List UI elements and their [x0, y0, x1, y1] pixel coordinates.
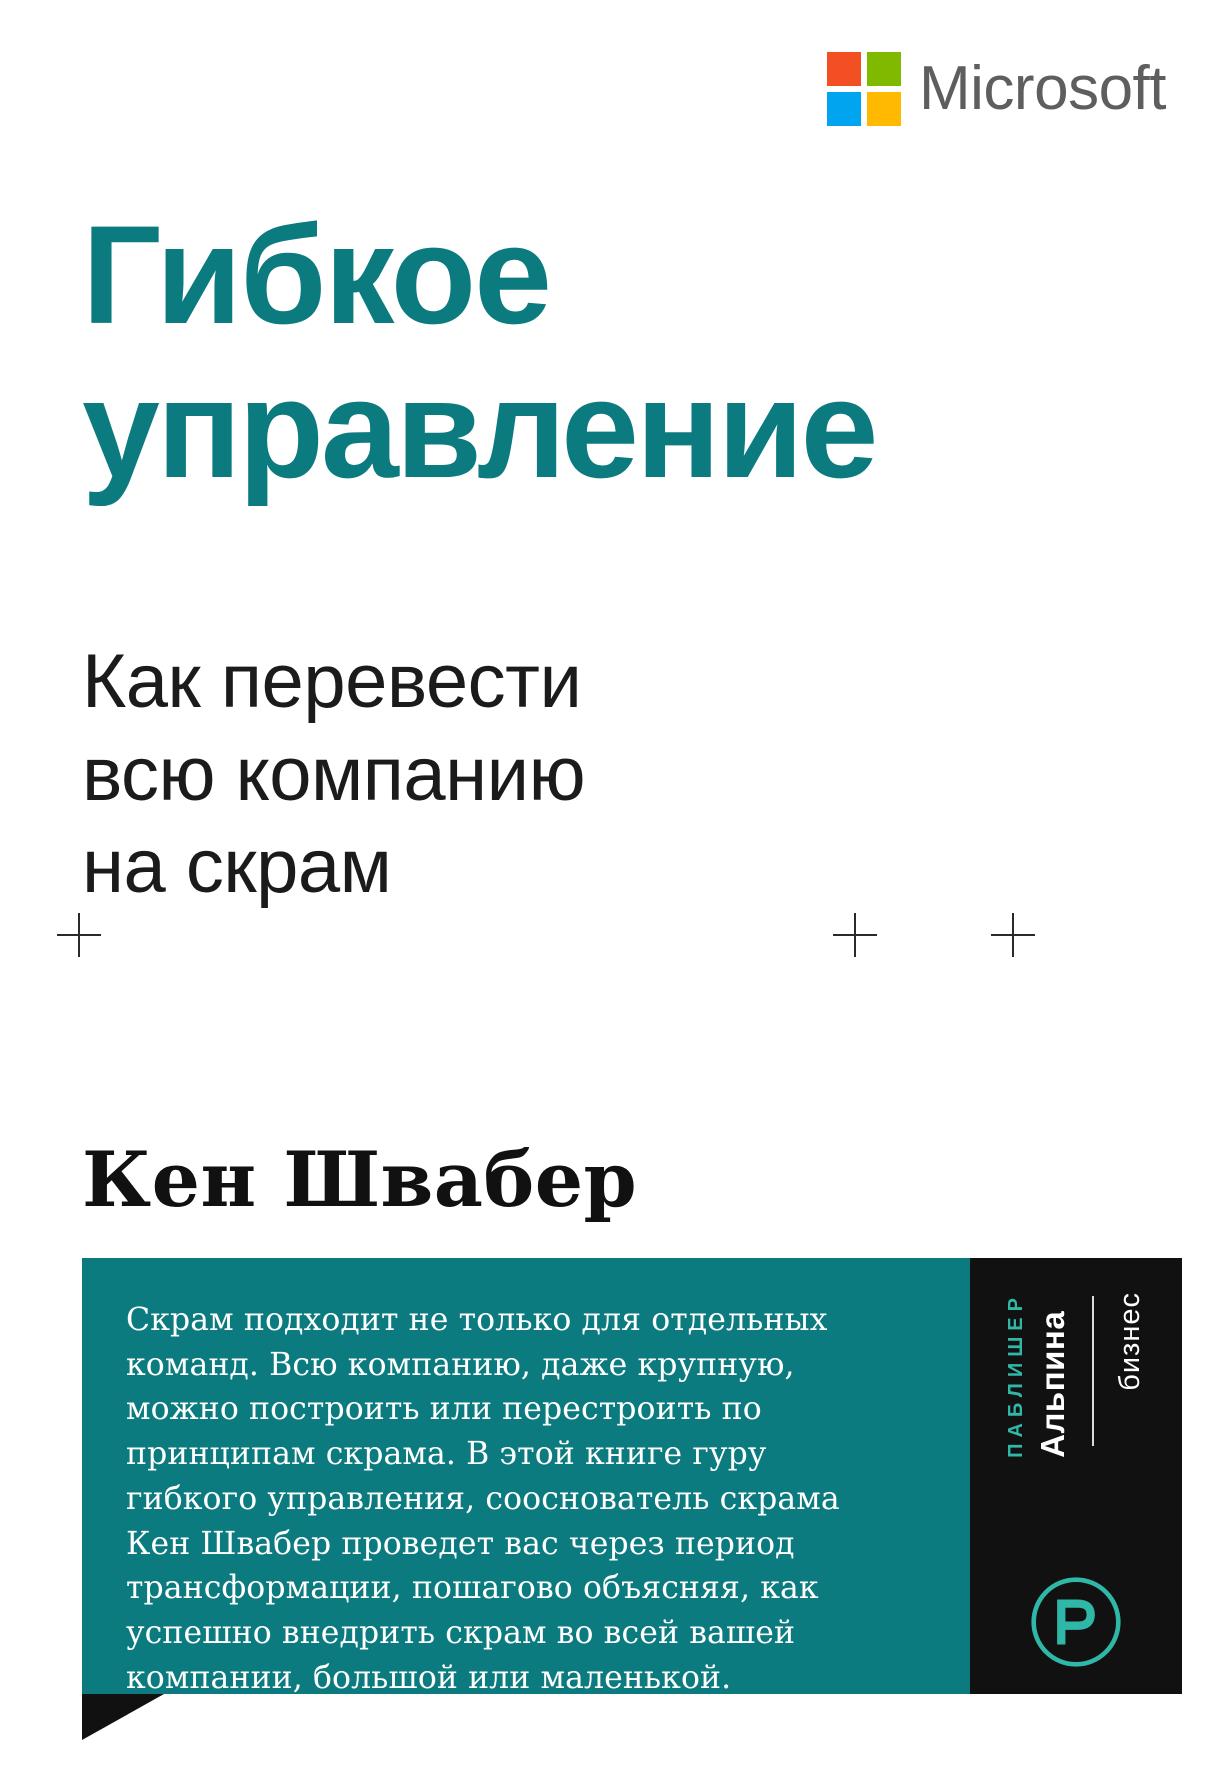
- subtitle-line-1: Как перевести: [82, 639, 582, 724]
- plus-mark-icon: [991, 913, 1035, 957]
- blurb-section: [82, 1258, 1182, 1694]
- page-title: [82, 196, 1162, 507]
- blurb-text: Скрам подходит не только для отдельных команд. Всю компанию, даже крупную, можно построить или перестроить по принципам скрама. В этой книге гуру гибкого управления, сооснователь скрама Кен Швабер проведет вас через период трансформации, пошагово объясняя, как успешно внедрить скрам во всей вашей компании, большой или маленькой.: [126, 1302, 840, 1696]
- microsoft-square-green: [867, 52, 901, 86]
- plus-mark-icon: [833, 913, 877, 957]
- imprint-strip: [970, 1258, 1182, 1694]
- page-subtitle: [82, 636, 942, 914]
- folded-corner-decoration: [82, 1694, 164, 1740]
- alpina-logo-icon: [1030, 1576, 1122, 1668]
- plus-mark-icon: [57, 913, 101, 957]
- subtitle-line-3: на скрам: [82, 824, 392, 910]
- imprint-series: бизнес: [1114, 1292, 1146, 1391]
- subtitle-line-2: всю компанию: [82, 731, 586, 817]
- title-line-1: Гибкое: [82, 196, 551, 353]
- microsoft-squares-icon: [827, 52, 901, 126]
- microsoft-square-blue: [827, 92, 861, 126]
- microsoft-square-red: [827, 52, 861, 86]
- author-name: Кен Швабер: [82, 1135, 638, 1224]
- microsoft-logo: [827, 52, 1166, 126]
- title-line-2: управление: [82, 350, 876, 507]
- imprint-divider: [1092, 1296, 1094, 1446]
- microsoft-square-yellow: [867, 92, 901, 126]
- imprint-name: Альпина: [1034, 1310, 1071, 1458]
- imprint-type: ПАБЛИШЕР: [1005, 1292, 1027, 1458]
- microsoft-wordmark: Microsoft: [919, 54, 1166, 123]
- imprint-vertical-text: [970, 1292, 1182, 1592]
- blurb-panel: [82, 1258, 970, 1694]
